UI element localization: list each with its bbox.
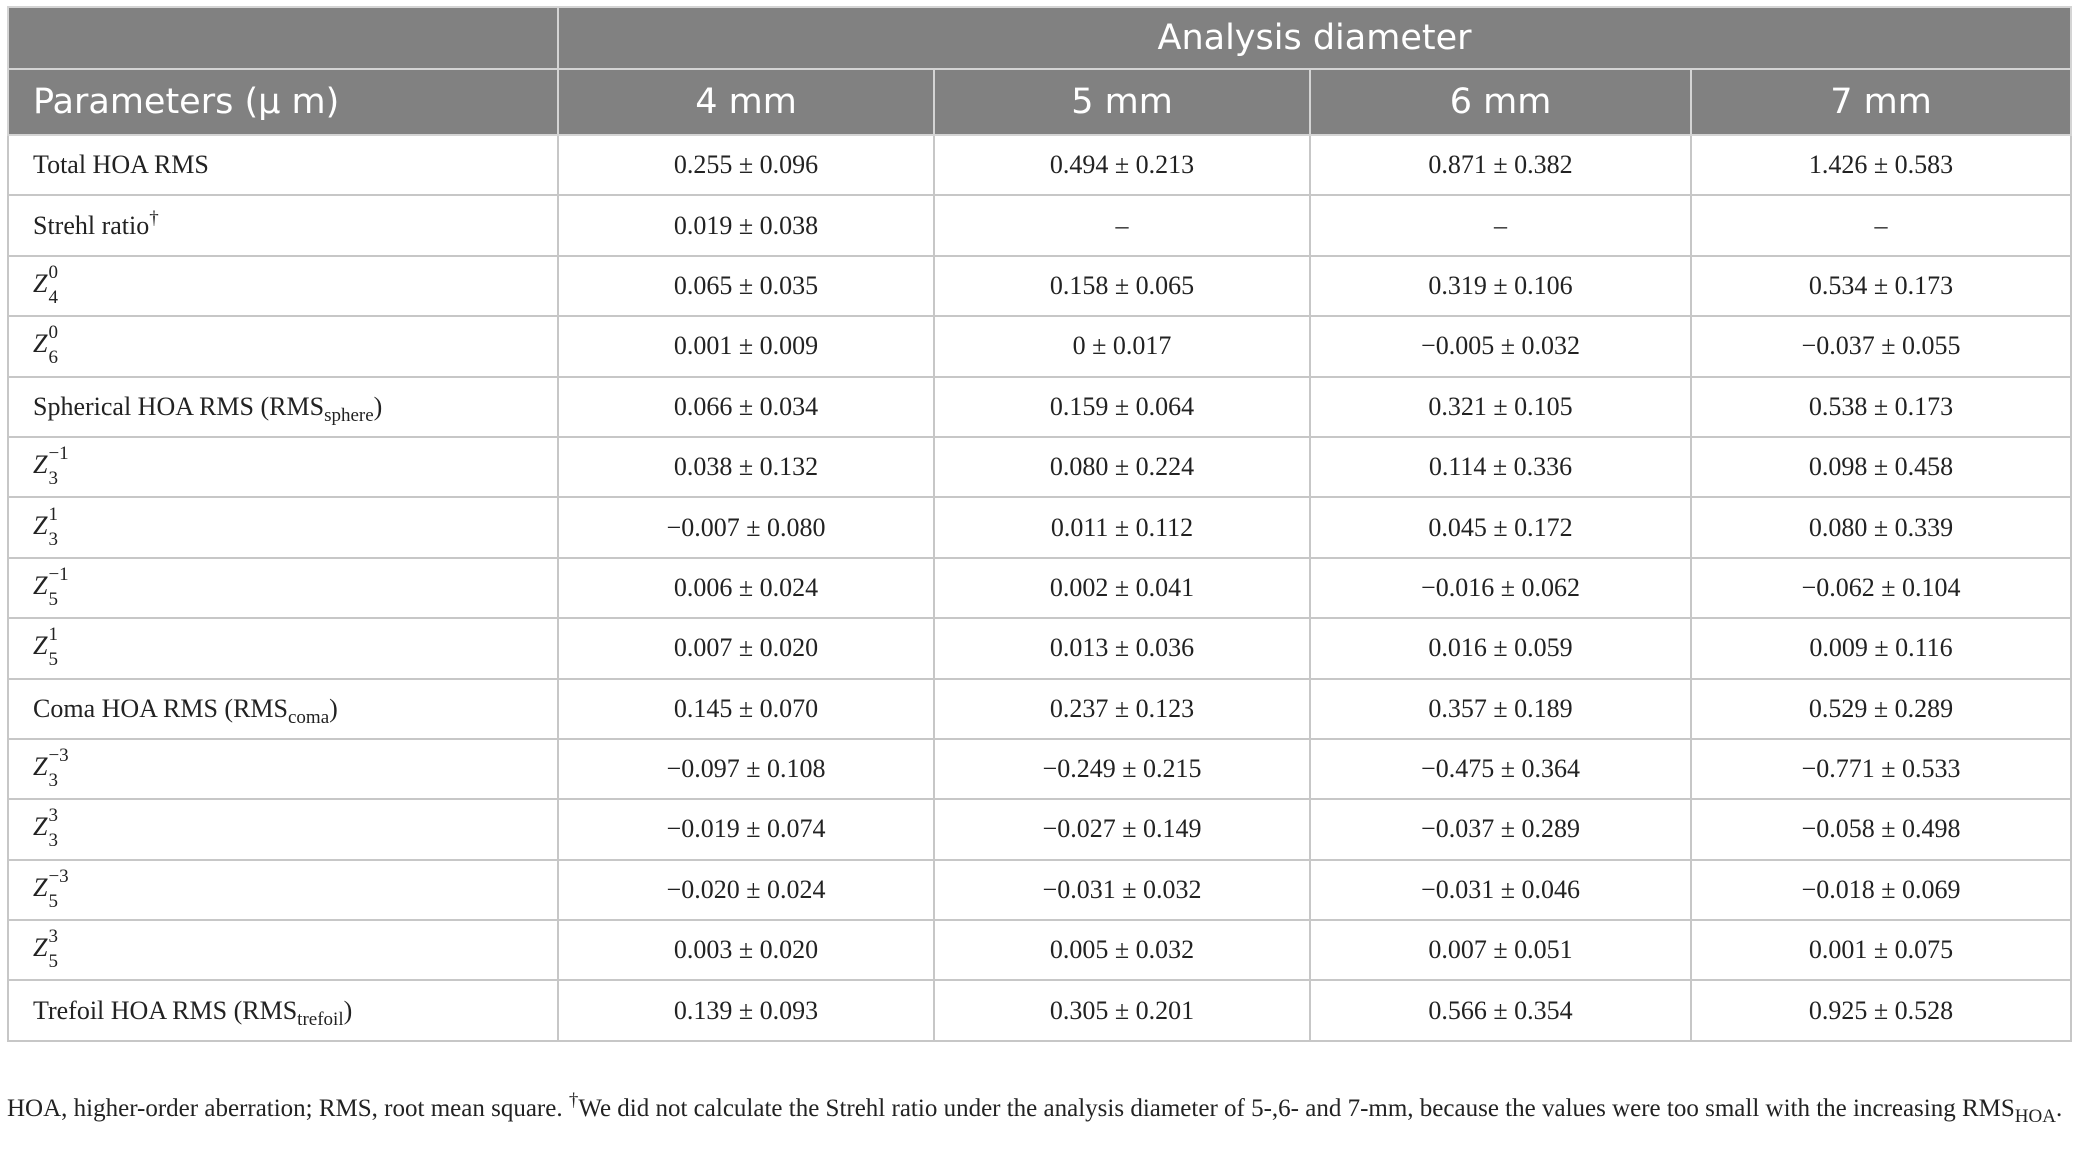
zernike-superscript: 1 [48,624,58,646]
zernike-indices [48,624,58,671]
group-header-row [8,7,2071,69]
value-cell: −0.097 ± 0.108 [558,739,934,799]
value-cell: 0.237 ± 0.123 [934,679,1310,739]
header-blank-cell [8,7,558,69]
value-cell: 0.013 ± 0.036 [934,618,1310,678]
zernike-subscript: 5 [48,951,58,973]
value-cell: 0.139 ± 0.093 [558,980,934,1040]
zernike-indices [48,926,58,973]
value-cell: 0.002 ± 0.041 [934,558,1310,618]
value-cell: 0.357 ± 0.189 [1310,679,1691,739]
table-row [8,679,2071,739]
parameter-close-paren: ) [373,391,383,421]
value-cell: −0.062 ± 0.104 [1691,558,2071,618]
parameter-close-paren: ) [343,995,353,1025]
zernike-subscript: 6 [48,347,58,369]
table-body [8,135,2071,1041]
zernike-symbol: Z [33,450,48,480]
parameter-cell [8,316,558,376]
value-cell: −0.771 ± 0.533 [1691,739,2071,799]
table-row [8,135,2071,195]
value-cell: – [934,195,1310,255]
value-cell: 0.529 ± 0.289 [1691,679,2071,739]
zernike-indices [48,503,58,550]
zernike-subscript: 4 [48,286,58,308]
footnote-sub: HOA [2014,1106,2056,1127]
table-footnote [7,1090,2070,1129]
value-cell: −0.249 ± 0.215 [934,739,1310,799]
zernike-indices [48,322,58,369]
value-cell: 0.080 ± 0.224 [934,437,1310,497]
column-header-6mm: 6 mm [1310,69,1691,135]
value-cell: 0.080 ± 0.339 [1691,497,2071,557]
footnote-part-1: HOA, higher-order aberration; RMS, root mean square. [7,1095,569,1122]
footnote-part-3: . [2055,1095,2063,1122]
zernike-symbol: Z [33,752,48,782]
zernike-superscript: 3 [48,926,58,948]
parameter-subscript: trefoil [297,1008,344,1030]
value-cell: 0.114 ± 0.336 [1310,437,1691,497]
parameter-cell [8,618,558,678]
value-cell: 0.494 ± 0.213 [934,135,1310,195]
parameter-cell [8,799,558,859]
parameter-cell [8,377,558,437]
value-cell: – [1310,195,1691,255]
value-cell: −0.031 ± 0.046 [1310,860,1691,920]
zernike-subscript: 5 [48,890,58,912]
column-header-5mm: 5 mm [934,69,1310,135]
zernike-indices [48,805,58,852]
table-row [8,497,2071,557]
aberration-table [7,6,2072,1042]
value-cell: 0.005 ± 0.032 [934,920,1310,980]
parameter-cell [8,920,558,980]
zernike-subscript: 5 [48,588,58,610]
zernike-superscript: −3 [48,865,69,887]
table-row [8,256,2071,316]
dagger-mark: † [149,207,159,229]
zernike-subscript: 3 [48,468,58,490]
value-cell: 0.045 ± 0.172 [1310,497,1691,557]
table-row [8,860,2071,920]
value-cell: 0.566 ± 0.354 [1310,980,1691,1040]
value-cell: −0.031 ± 0.032 [934,860,1310,920]
table-row [8,739,2071,799]
value-cell: 0.007 ± 0.051 [1310,920,1691,980]
zernike-symbol: Z [33,570,48,600]
results-table-container [7,6,2070,1042]
value-cell: −0.016 ± 0.062 [1310,558,1691,618]
value-cell: 0.001 ± 0.009 [558,316,934,376]
parameter-subscript: coma [288,706,330,728]
parameter-cell [8,256,558,316]
value-cell: 0.538 ± 0.173 [1691,377,2071,437]
analysis-diameter-header: Analysis diameter [558,7,2071,69]
zernike-superscript: 0 [48,261,58,283]
column-header-row [8,69,2071,135]
value-cell: 0.145 ± 0.070 [558,679,934,739]
value-cell: −0.475 ± 0.364 [1310,739,1691,799]
zernike-subscript: 3 [48,770,58,792]
parameter-cell [8,860,558,920]
zernike-indices [48,261,58,308]
value-cell: 1.426 ± 0.583 [1691,135,2071,195]
zernike-indices [48,563,69,610]
value-cell: −0.019 ± 0.074 [558,799,934,859]
table-row [8,980,2071,1040]
value-cell: 0.305 ± 0.201 [934,980,1310,1040]
parameter-cell [8,558,558,618]
zernike-symbol: Z [33,812,48,842]
parameter-cell [8,980,558,1040]
column-header-7mm: 7 mm [1691,69,2071,135]
value-cell: 0.319 ± 0.106 [1310,256,1691,316]
footnote-part-2: We did not calculate the Strehl ratio under the analysis diameter of 5-,6- and 7-mm, because the values were too small with the increasing RMS [578,1095,2015,1122]
parameter-cell [8,437,558,497]
zernike-superscript: 3 [48,805,58,827]
parameter-cell: Total HOA RMS [8,135,558,195]
value-cell: −0.037 ± 0.055 [1691,316,2071,376]
table-row [8,618,2071,678]
value-cell: −0.020 ± 0.024 [558,860,934,920]
value-cell: 0.019 ± 0.038 [558,195,934,255]
value-cell: −0.058 ± 0.498 [1691,799,2071,859]
value-cell: −0.037 ± 0.289 [1310,799,1691,859]
value-cell: 0.098 ± 0.458 [1691,437,2071,497]
zernike-symbol: Z [33,510,48,540]
value-cell: 0.038 ± 0.132 [558,437,934,497]
parameter-label: Trefoil HOA RMS (RMS [33,995,298,1025]
value-cell: −0.005 ± 0.032 [1310,316,1691,376]
parameter-cell [8,195,558,255]
value-cell: −0.027 ± 0.149 [934,799,1310,859]
parameter-close-paren: ) [329,693,338,723]
parameter-label: Spherical HOA RMS (RMS [33,391,325,421]
value-cell: 0.011 ± 0.112 [934,497,1310,557]
zernike-subscript: 3 [48,830,58,852]
value-cell: 0.255 ± 0.096 [558,135,934,195]
zernike-symbol: Z [33,329,48,359]
value-cell: −0.007 ± 0.080 [558,497,934,557]
value-cell: 0.065 ± 0.035 [558,256,934,316]
value-cell: 0.003 ± 0.020 [558,920,934,980]
parameter-subscript: sphere [324,404,374,426]
value-cell: −0.018 ± 0.069 [1691,860,2071,920]
zernike-symbol: Z [33,631,48,661]
value-cell: 0.007 ± 0.020 [558,618,934,678]
table-row [8,195,2071,255]
footnote-dagger: † [568,1090,579,1111]
parameter-cell [8,739,558,799]
value-cell: 0.534 ± 0.173 [1691,256,2071,316]
value-cell: 0.016 ± 0.059 [1310,618,1691,678]
zernike-indices [48,443,69,490]
zernike-superscript: −1 [48,443,69,465]
column-header-4mm: 4 mm [558,69,934,135]
value-cell: 0.925 ± 0.528 [1691,980,2071,1040]
value-cell: 0.871 ± 0.382 [1310,135,1691,195]
parameter-cell [8,497,558,557]
value-cell: – [1691,195,2071,255]
table-row [8,437,2071,497]
zernike-superscript: −3 [48,745,69,767]
zernike-symbol: Z [33,268,48,298]
zernike-symbol: Z [33,872,48,902]
parameter-label: Strehl ratio [33,210,150,240]
value-cell: 0.159 ± 0.064 [934,377,1310,437]
table-row [8,558,2071,618]
parameter-label: Coma HOA RMS (RMS [33,693,288,723]
zernike-superscript: 0 [48,322,58,344]
zernike-indices [48,865,69,912]
zernike-indices [48,745,69,792]
value-cell: 0.158 ± 0.065 [934,256,1310,316]
zernike-symbol: Z [33,933,48,963]
parameter-cell [8,679,558,739]
zernike-subscript: 5 [48,649,58,671]
value-cell: 0.321 ± 0.105 [1310,377,1691,437]
zernike-subscript: 3 [48,528,58,550]
zernike-superscript: −1 [48,563,69,585]
table-row [8,316,2071,376]
value-cell: 0 ± 0.017 [934,316,1310,376]
parameters-header: Parameters (μ m) [8,69,558,135]
value-cell: 0.066 ± 0.034 [558,377,934,437]
value-cell: 0.001 ± 0.075 [1691,920,2071,980]
table-row [8,377,2071,437]
table-row [8,799,2071,859]
value-cell: 0.006 ± 0.024 [558,558,934,618]
value-cell: 0.009 ± 0.116 [1691,618,2071,678]
zernike-superscript: 1 [48,503,58,525]
table-row [8,920,2071,980]
